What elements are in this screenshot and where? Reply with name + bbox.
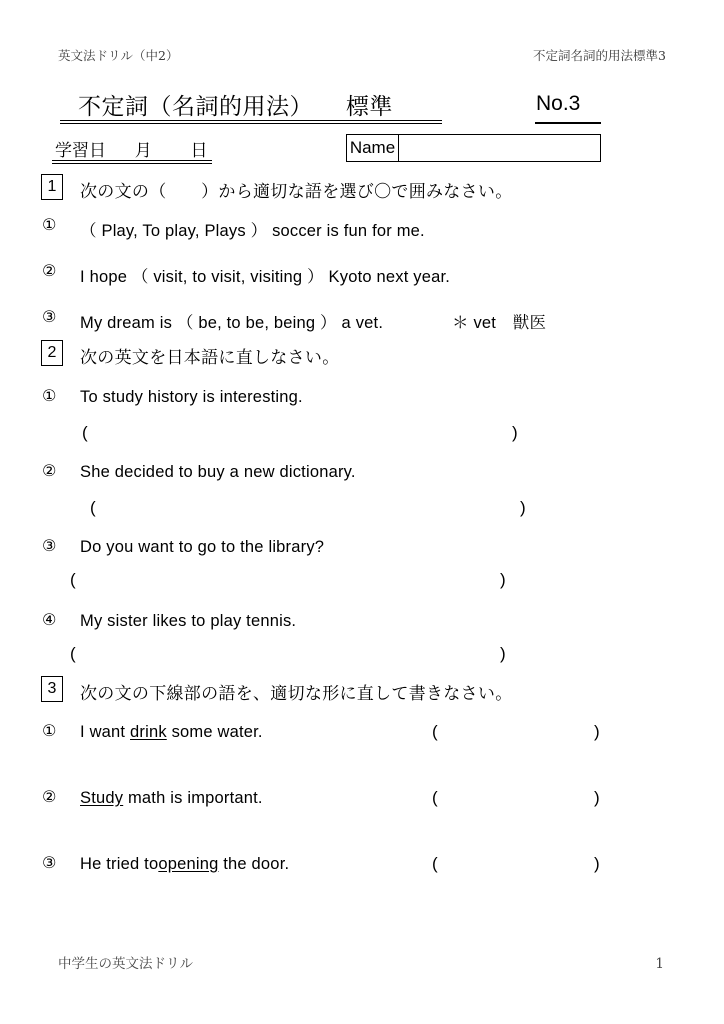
page-number: 1 xyxy=(655,956,664,972)
answer-paren-close[interactable]: ) xyxy=(594,854,600,873)
item-mark: ④ xyxy=(42,612,57,629)
vocabulary-note: ＊ vet 獣医 xyxy=(452,314,547,332)
answer-paren-close[interactable]: ) xyxy=(594,788,600,807)
page-title-level: 標準 xyxy=(345,93,393,119)
answer-paren-open[interactable]: ( xyxy=(82,423,88,442)
answer-paren-open[interactable]: ( xyxy=(70,644,76,663)
item-mark: ③ xyxy=(42,538,57,555)
section-3-number: 3 xyxy=(41,676,63,702)
question-text: To study history is interesting. xyxy=(80,388,303,406)
name-box[interactable] xyxy=(346,134,601,162)
name-label: Name xyxy=(347,135,399,161)
answer-paren-open[interactable]: ( xyxy=(70,570,76,589)
running-head-left: 英文法ドリル（中2） xyxy=(58,48,179,63)
item-mark: ③ xyxy=(42,855,57,872)
name-input[interactable] xyxy=(399,135,600,161)
section-3-instruction: 次の文の下線部の語を、適切な形に直して書きなさい。 xyxy=(80,684,513,703)
worksheet-number: No.3 xyxy=(536,92,581,115)
page-title-main: 不定詞（名詞的用法） xyxy=(78,93,313,119)
footer-title: 中学生の英文法ドリル xyxy=(58,956,193,972)
underlined-word: opening xyxy=(158,855,219,873)
study-date-underline xyxy=(52,160,212,164)
study-date-label: 学習日 xyxy=(55,141,106,160)
answer-paren-open[interactable]: ( xyxy=(90,498,96,517)
section-2-instruction: 次の英文を日本語に直しなさい。 xyxy=(80,348,340,367)
month-label: 月 xyxy=(134,141,152,160)
running-head-right: 不定詞名詞的用法標準3 xyxy=(533,48,666,63)
worksheet-number-underline xyxy=(535,122,601,124)
answer-paren-close[interactable]: ) xyxy=(512,423,518,442)
section-1-number: 1 xyxy=(41,174,63,200)
item-mark: ② xyxy=(42,463,57,480)
item-mark: ② xyxy=(42,789,57,806)
question-text-after: the door. xyxy=(218,855,290,873)
question-text xyxy=(80,789,263,808)
day-label: 日 xyxy=(190,141,208,160)
section-1-instruction: 次の文の（ ）から適切な語を選び〇で囲みなさい。 xyxy=(80,182,513,201)
title-underline xyxy=(60,120,442,124)
question-text: She decided to buy a new dictionary. xyxy=(80,463,356,481)
item-mark: ③ xyxy=(42,309,57,326)
study-date-row xyxy=(55,136,207,161)
answer-paren-close[interactable]: ) xyxy=(500,644,506,663)
question-text xyxy=(80,855,289,874)
question-text: （ Play, To play, Plays ） soccer is fun for me. xyxy=(80,222,425,240)
item-mark: ① xyxy=(42,723,57,740)
answer-paren-open[interactable]: ( xyxy=(432,854,438,873)
answer-paren-open[interactable]: ( xyxy=(432,722,438,741)
question-text-after: math is important. xyxy=(123,789,263,807)
question-text-before: He tried to xyxy=(80,855,159,873)
answer-paren-close[interactable]: ) xyxy=(594,722,600,741)
section-2-number: 2 xyxy=(41,340,63,366)
question-text-before: I want xyxy=(80,723,131,741)
item-mark: ② xyxy=(42,263,57,280)
question-text: I hope （ visit, to visit, visiting ） Kyoto next year. xyxy=(80,268,451,286)
page-title xyxy=(78,88,393,121)
question-text: My sister likes to play tennis. xyxy=(80,612,297,630)
answer-paren-close[interactable]: ) xyxy=(500,570,506,589)
question-text: My dream is （ be, to be, being ） a vet. xyxy=(80,314,384,332)
answer-paren-close[interactable]: ) xyxy=(520,498,526,517)
question-text: Do you want to go to the library? xyxy=(80,538,325,556)
question-text-after: some water. xyxy=(166,723,263,741)
answer-paren-open[interactable]: ( xyxy=(432,788,438,807)
item-mark: ① xyxy=(42,388,57,405)
underlined-word: Study xyxy=(80,789,124,807)
item-mark: ① xyxy=(42,217,57,234)
question-text xyxy=(80,723,263,742)
underlined-word: drink xyxy=(130,723,167,741)
